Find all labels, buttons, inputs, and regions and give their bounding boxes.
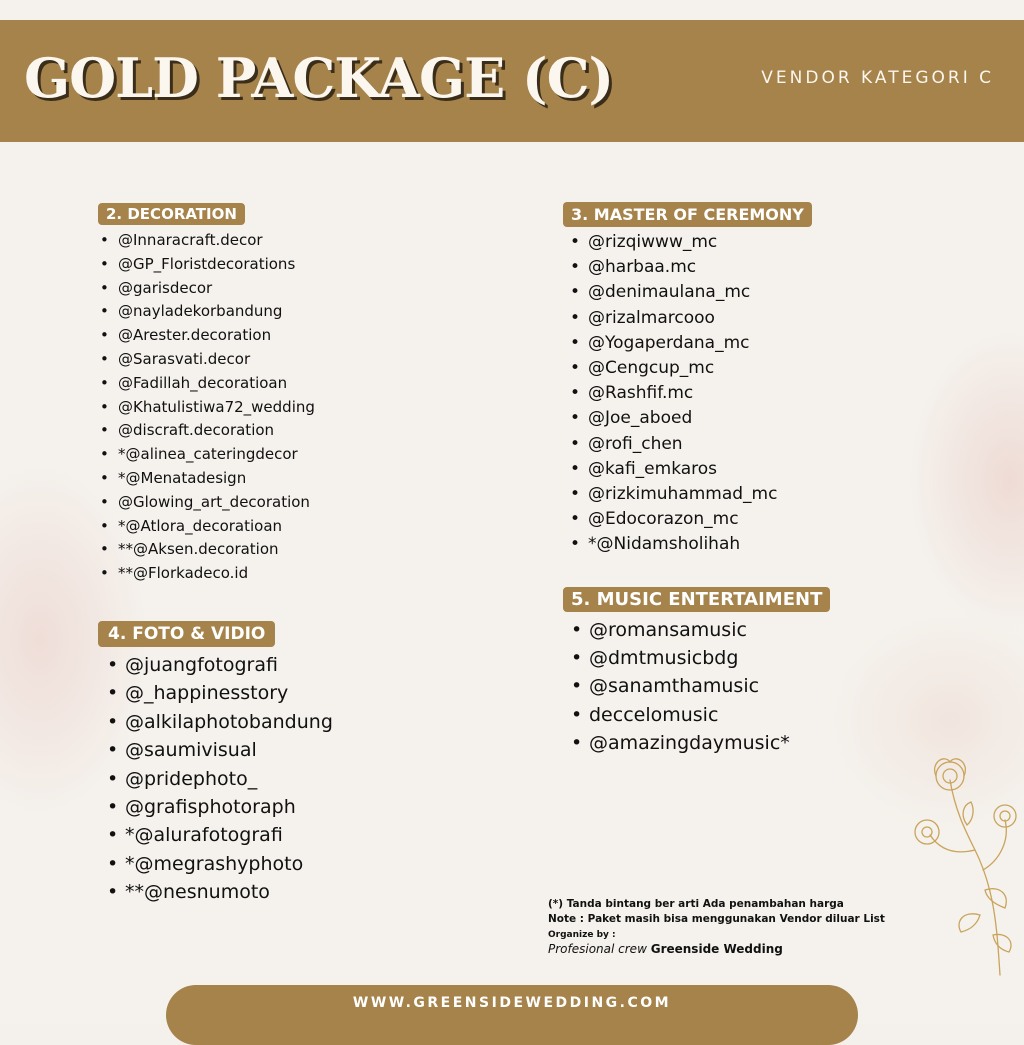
crew-text: Profesional crew [548, 942, 647, 956]
mc-section [563, 202, 812, 558]
list-item: • @nayladekorbandung [118, 300, 315, 324]
music-vendor-list [589, 616, 830, 757]
crew-brand: Greenside Wedding [650, 942, 783, 956]
decoration-vendor-list [118, 229, 315, 586]
list-item: • **@Florkadeco.id [118, 562, 315, 586]
decoration-section [98, 203, 315, 586]
list-item: • @alkilaphotobandung [125, 708, 333, 736]
star-note: (*) Tanda bintang ber arti Ada penambahan harga [548, 898, 844, 910]
notes-block [548, 897, 885, 956]
list-item: • @rizalmarcooo [588, 306, 812, 331]
list-item: • @Innaracraft.decor [118, 229, 315, 253]
list-item: • @discraft.decoration [118, 419, 315, 443]
list-item: • @saumivisual [125, 736, 333, 764]
list-item: • @Khatulistiwa72_wedding [118, 396, 315, 420]
list-item: • @garisdecor [118, 277, 315, 301]
foto-vendor-list [125, 651, 333, 907]
footer-banner [166, 985, 858, 1045]
vendor-category-label: VENDOR KATEGORI C [761, 68, 994, 88]
list-item: • *@Atlora_decoratioan [118, 515, 315, 539]
list-item: • deccelomusic [589, 701, 830, 729]
list-item: • @rizqiwww_mc [588, 230, 812, 255]
page-title: GOLD PACKAGE (C) [24, 46, 614, 110]
crew-credit [548, 942, 885, 956]
list-item: • *@Menatadesign [118, 467, 315, 491]
list-item: • @romansamusic [589, 616, 830, 644]
list-item: • @Fadillah_decoratioan [118, 372, 315, 396]
list-item: • **@Aksen.decoration [118, 538, 315, 562]
music-heading: 5. MUSIC ENTERTAIMENT [563, 587, 830, 612]
list-item: • @sanamthamusic [589, 672, 830, 700]
list-item: • @GP_Floristdecorations [118, 253, 315, 277]
mc-heading: 3. MASTER OF CEREMONY [563, 202, 812, 227]
list-item: • @rofi_chen [588, 432, 812, 457]
list-item: • @kafi_emkaros [588, 457, 812, 482]
list-item: • @dmtmusicbdg [589, 644, 830, 672]
list-item: • @amazingdaymusic* [589, 729, 830, 757]
list-item: • @harbaa.mc [588, 255, 812, 280]
list-item: • @Cengcup_mc [588, 356, 812, 381]
list-item: • @denimaulana_mc [588, 280, 812, 305]
list-item: • @pridephoto_ [125, 765, 333, 793]
list-item: • @Glowing_art_decoration [118, 491, 315, 515]
list-item: • @juangfotografi [125, 651, 333, 679]
list-item: • @Edocorazon_mc [588, 507, 812, 532]
website-link[interactable]: WWW.GREENSIDEWEDDING.COM [352, 995, 672, 1011]
list-item: • @rizkimuhammad_mc [588, 482, 812, 507]
list-item: • @Rashfif.mc [588, 381, 812, 406]
music-section [563, 587, 830, 757]
list-item: • @Joe_aboed [588, 406, 812, 431]
list-item: • *@megrashyphoto [125, 850, 333, 878]
organize-label: Organize by : [548, 930, 616, 940]
list-item: • *@alurafotografi [125, 821, 333, 849]
list-item: • @grafisphotoraph [125, 793, 333, 821]
list-item: • *@Nidamsholihah [588, 532, 812, 557]
package-note: Note : Paket masih bisa menggunakan Vendor diluar List [548, 913, 885, 925]
list-item: • **@nesnumoto [125, 878, 333, 906]
list-item: • @_happinesstory [125, 679, 333, 707]
mc-vendor-list [588, 230, 812, 558]
foto-section [98, 621, 333, 907]
list-item: • @Sarasvati.decor [118, 348, 315, 372]
decoration-heading: 2. DECORATION [98, 203, 245, 225]
list-item: • @Arester.decoration [118, 324, 315, 348]
foto-heading: 4. FOTO & VIDIO [98, 621, 275, 647]
list-item: • *@alinea_cateringdecor [118, 443, 315, 467]
floral-line-art-icon [905, 740, 1020, 980]
list-item: • @Yogaperdana_mc [588, 331, 812, 356]
